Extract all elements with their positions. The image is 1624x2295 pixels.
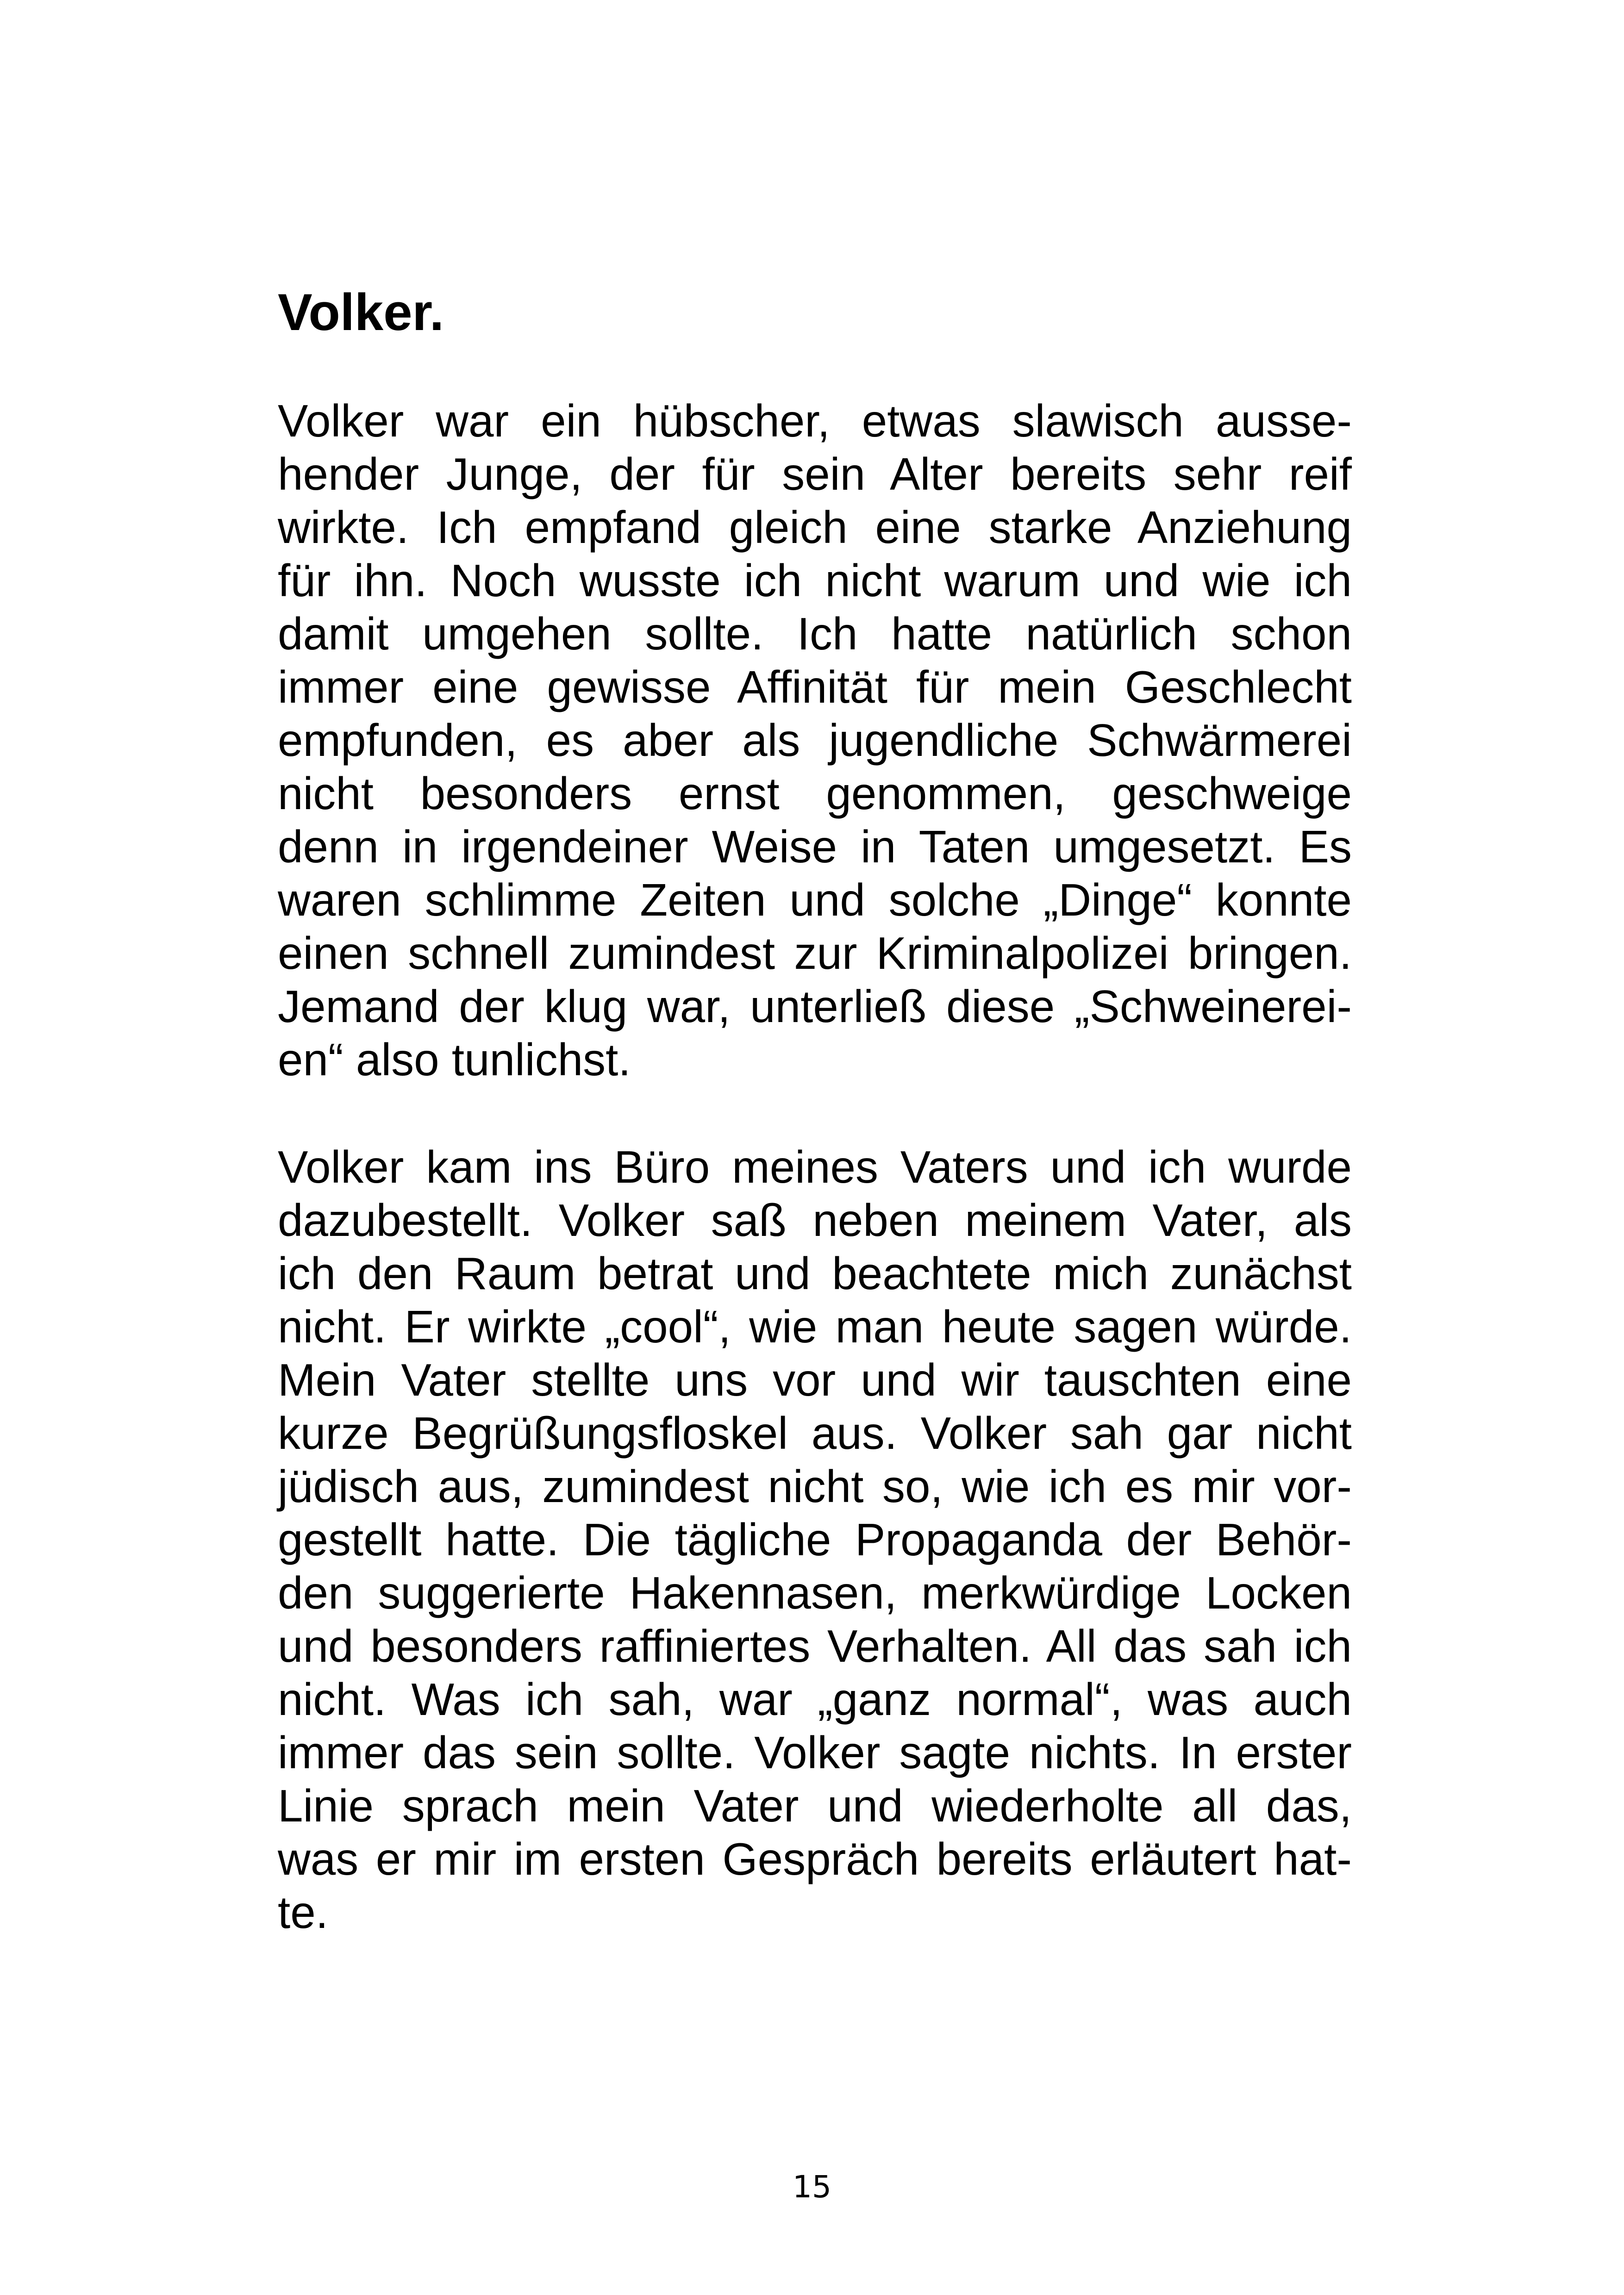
text-line: Volker kam ins Büro meines Vaters und ich wurde (278, 1141, 1352, 1192)
text-line: hender Junge, der für sein Alter bereits sehr reif (278, 449, 1352, 499)
text-line: Linie sprach mein Vater und wiederholte all das, (278, 1780, 1352, 1831)
text-line: und besonders raffiniertes Verhalten. All das sah ich (278, 1621, 1352, 1671)
text-line: Jemand der klug war, unterließ diese „Schweinerei- (278, 981, 1352, 1032)
text-line: waren schlimme Zeiten und solche „Dinge“ konnte (278, 874, 1352, 925)
text-line: nicht. Was ich sah, war „ganz normal“, was auch (278, 1674, 1352, 1725)
text-line: en“ also tunlichst. (278, 1034, 631, 1085)
paragraph-2 (278, 1141, 1352, 1939)
text-line: denn in irgendeiner Weise in Taten umgesetzt. Es (278, 821, 1352, 872)
text-line: nicht. Er wirkte „cool“, wie man heute sagen würde. (278, 1301, 1352, 1352)
text-line: nicht besonders ernst genommen, geschweige (278, 768, 1352, 819)
text-line: kurze Begrüßungsfloskel aus. Volker sah gar nicht (278, 1408, 1352, 1459)
text-line: empfunden, es aber als jugendliche Schwärmerei (278, 715, 1352, 766)
text-line: Mein Vater stellte uns vor und wir tauschten eine (278, 1354, 1352, 1405)
chapter-title: Volker. (278, 283, 444, 341)
text-line: damit umgehen sollte. Ich hatte natürlich schon (278, 608, 1352, 659)
text-line: den suggerierte Hakennasen, merkwürdige Locken (278, 1567, 1352, 1618)
text-line: was er mir im ersten Gespräch bereits erläutert hat- (278, 1834, 1352, 1884)
text-line: immer das sein sollte. Volker sagte nichts. In erster (278, 1727, 1352, 1778)
text-line: gestellt hatte. Die tägliche Propaganda der Behör- (278, 1514, 1352, 1565)
text-line: Volker war ein hübscher, etwas slawisch ausse- (278, 395, 1352, 446)
text-line: einen schnell zumindest zur Kriminalpolizei bringen. (278, 928, 1352, 979)
page-number: 15 (793, 2169, 831, 2205)
text-line: dazubestellt. Volker saß neben meinem Vater, als (278, 1195, 1352, 1246)
text-line: ich den Raum betrat und beachtete mich zunächst (278, 1248, 1352, 1299)
text-line: wirkte. Ich empfand gleich eine starke Anziehung (278, 502, 1352, 553)
text-line: für ihn. Noch wusste ich nicht warum und wie ich (278, 555, 1352, 606)
text-line: te. (278, 1887, 328, 1938)
paragraph-1 (278, 394, 1352, 1086)
text-line: jüdisch aus, zumindest nicht so, wie ich es mir vor- (278, 1461, 1352, 1512)
text-line: immer eine gewisse Affinität für mein Geschlecht (278, 661, 1352, 712)
